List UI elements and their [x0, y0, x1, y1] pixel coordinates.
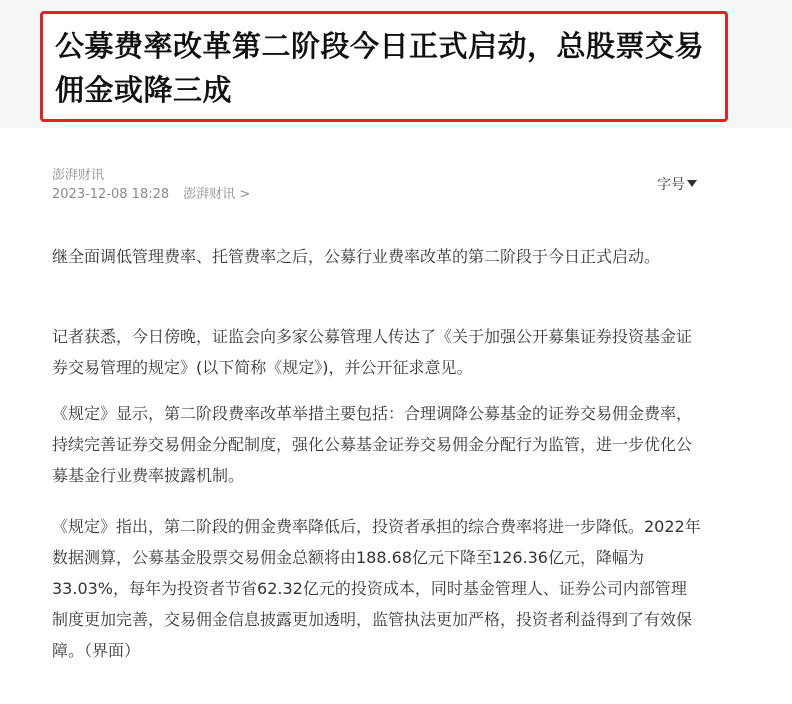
article-headline: 公募费率改革第二阶段今日正式启动，总股票交易佣金或降三成	[55, 29, 705, 107]
article-source: 澎湃财讯	[52, 168, 105, 183]
source-link[interactable]: 澎湃财讯 >	[183, 187, 251, 202]
article-paragraph: 继全面调低管理费率、托管费率之后，公募行业费率改革的第二阶段于今日正式启动。	[52, 247, 661, 266]
article-paragraph: 《规定》显示，第二阶段费率改革举措主要包括：合理调降公募基金的证券交易佣金费率，持续完善证券交易佣金分配制度，强化公募基金证券交易佣金分配行为监管，进一步优化公募基金行业费率披露机制。	[52, 404, 693, 485]
article-body	[0, 128, 792, 704]
headline-highlight-box	[40, 11, 728, 122]
article-paragraph: 《规定》指出，第二阶段的佣金费率降低后，投资者承担的综合费率将进一步降低。2022年数据测算，公募基金股票交易佣金总额将由188.68亿元下降至126.36亿元，降幅为33.03%，每年为投资者节省62.32亿元的投资成本，同时基金管理人、证券公司内部管理制度更加完善，交易佣金信息披露更加透明，监管执法更加严格，投资者利益得到了有效保障。（界面）	[52, 517, 701, 660]
publish-date: 2023-12-08 18:28	[52, 187, 170, 202]
caret-down-icon	[687, 180, 697, 187]
font-size-dropdown[interactable]	[657, 174, 697, 194]
article-paragraph: 记者获悉，今日傍晚，证监会向多家公募管理人传达了《关于加强公开募集证券投资基金证券交易管理的规定》(以下简称《规定》)，并公开征求意见。	[52, 327, 693, 377]
article-meta	[52, 183, 260, 202]
font-size-label: 字号	[657, 177, 685, 193]
